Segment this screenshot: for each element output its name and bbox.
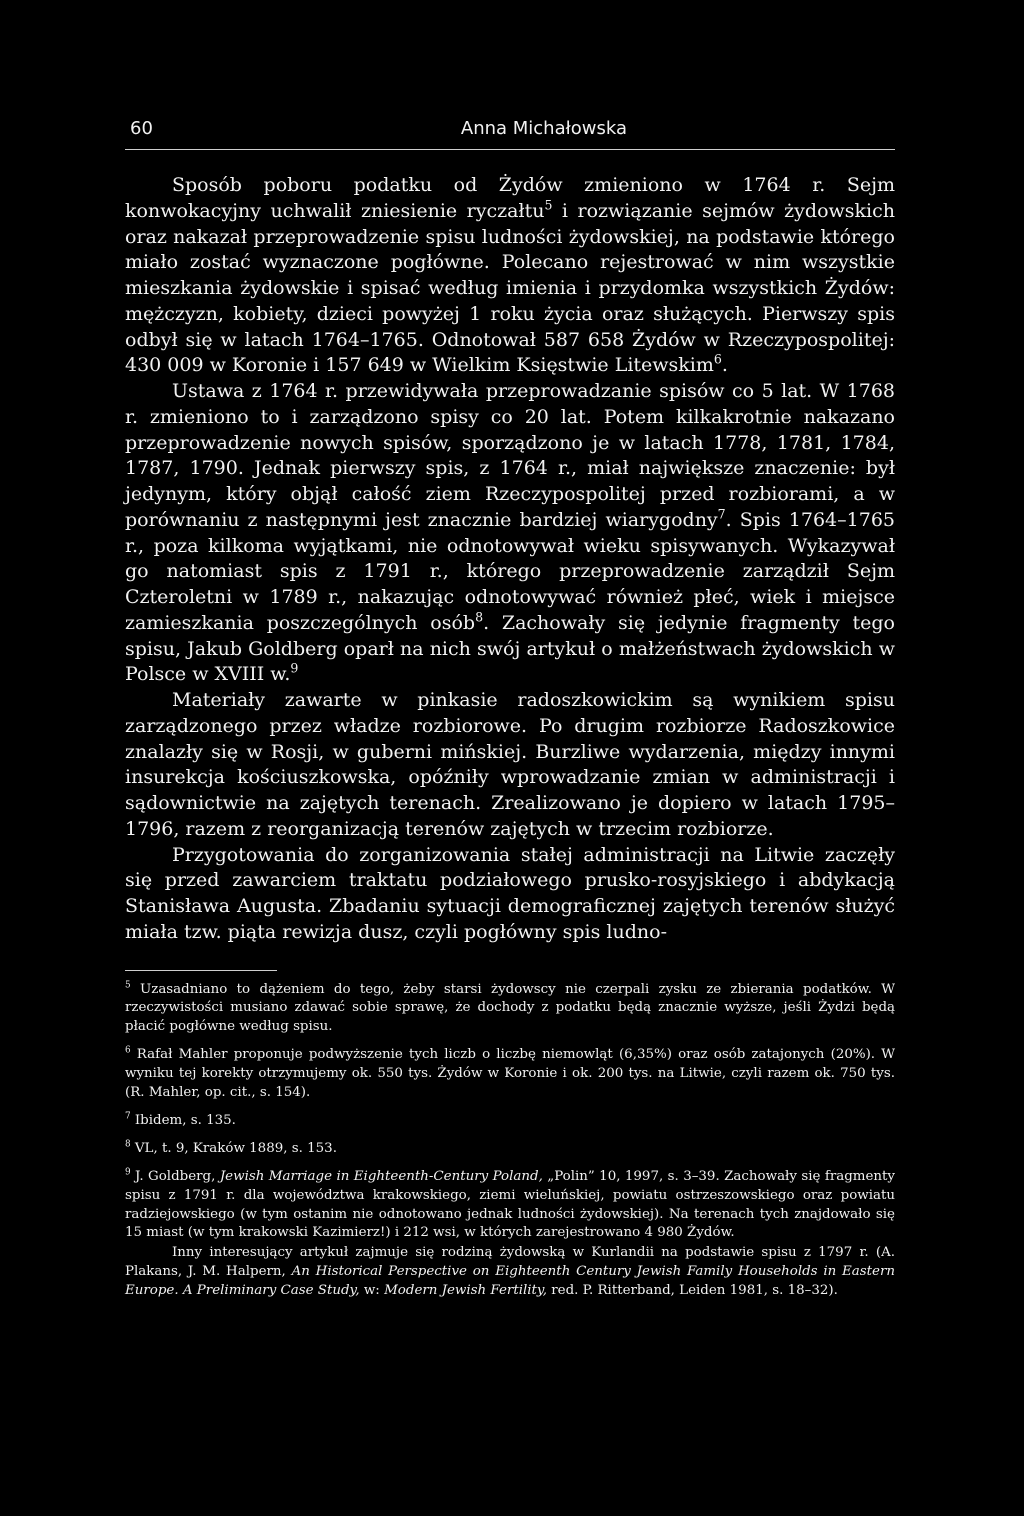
text-run: red. P. Ritterband, Leiden 1981, s. 18–32). xyxy=(546,1283,838,1299)
paragraph xyxy=(125,843,895,946)
text-run: Ustawa z 1764 r. przewidywała przeprowadzanie spisów co 5 lat. W 1768 r. zmieniono to i zarządzono spisy co 20 lat. Potem kilkakrotnie nakazano przeprowadzenie nowych spisów, sporządzono je w latach 1778, 1781, 1784, 1787, 1790. Jednak pierwszy spis, z 1764 r., miał największe znaczenie: był jedynym, który objął całość ziem Rzeczypospolitej przed rozbiorami, a w porównaniu z następnymi jest znacznie bardziej wiarygodny xyxy=(125,380,895,531)
running-header xyxy=(125,118,895,144)
text-run: Materiały zawarte w pinkasie radoszkowickim są wynikiem spisu zarządzonego przez władze rozbiorowe. Po drugim rozbiorze Radoszkowice znalazły się w Rosji, w guberni mińskiej. Burzliwe wydarzenia, między innymi insurekcja kościuszkowska, opóźniły wprowadzanie zmian w administracji i sądownictwie na zajętych terenach. Zrealizowano je dopiero w latach 1795–1796, razem z reorganizacją terenów zajętych w trzecim rozbiorze. xyxy=(125,689,895,840)
footnote xyxy=(125,1140,895,1159)
text-run: Przygotowania do zorganizowania stałej administracji na Litwie zaczęły się przed zawarciem traktatu podziałowego prusko-rosyjskiego i abdykacją Stanisława Augusta. Zbadaniu sytuacji demograficznej zajętych terenów służyć miała tzw. piąta rewizja dusz, czyli pogłówny spis ludno- xyxy=(125,843,895,943)
page-number: 60 xyxy=(130,118,153,139)
footnote-ref: 6 xyxy=(125,1045,131,1056)
footnote-ref: 6 xyxy=(713,351,722,367)
text-run: Ibidem, s. 135. xyxy=(130,1112,236,1128)
body-text xyxy=(125,173,895,946)
footnote-ref: 8 xyxy=(125,1139,131,1150)
footnote xyxy=(125,1112,895,1131)
italic-title: Modern Jewish Fertility, xyxy=(384,1283,547,1299)
text-run: Inny interesujący artykuł zajmuje się rodziną żydowską w Kurlandii na podstawie spisu z 1797 r. (A. Plakans, J. M. Halpern, xyxy=(125,1245,895,1280)
footnotes xyxy=(125,970,895,1302)
footnote xyxy=(125,1046,895,1103)
paragraph xyxy=(125,379,895,688)
italic-title: An Historical Perspective on Eighteenth Century Jewish Family Households in Eastern Europe. A Preliminary Case Study, xyxy=(125,1264,895,1299)
footnote-ref: 7 xyxy=(717,506,726,522)
footnote-ref: 9 xyxy=(125,1167,131,1178)
italic-title: Jewish Marriage in Eighteenth-Century Poland, xyxy=(219,1168,543,1184)
footnote-ref: 9 xyxy=(290,660,299,676)
text-run: w: xyxy=(359,1283,385,1299)
footnote xyxy=(125,981,895,1038)
text-run: VL, t. 9, Kraków 1889, s. 153. xyxy=(130,1140,337,1156)
footnote-ref: 5 xyxy=(544,197,553,213)
text-run: . Zachowały się jedynie fragmenty tego spisu, Jakub Goldberg oparł na nich swój artykuł o małżeństwach żydowskich w Polsce w XVIII w. xyxy=(125,611,895,686)
text-run: . Spis 1764–1765 r., poza kilkoma wyjątkami, nie odnotowywał wieku spisywanych. Wykazywał go natomiast spis z 1791 r., którego przeprowadzenie zarządził Sejm Czteroletni w 1789 r., nakazując odnotowywać również płeć, wiek i miejsce zamieszkania poszczególnych osób xyxy=(125,508,895,634)
footnote-ref: 8 xyxy=(475,609,484,625)
text-run: Rafał Mahler proponuje podwyższenie tych liczb o liczbę niemowląt (6,35%) oraz osób zatajonych (20%). W wyniku tej korekty otrzymujemy ok. 550 tys. Żydów w Koronie i ok. 200 tys. na Litwie, czyli razem ok. 750 tys. (R. Mahler, op. cit., s. 154). xyxy=(125,1047,895,1101)
text-run: . xyxy=(721,354,728,377)
paragraph xyxy=(125,688,895,843)
footnote-rule xyxy=(125,970,277,971)
paragraph xyxy=(125,173,895,379)
text-run: J. Goldberg, xyxy=(130,1168,220,1184)
document-page xyxy=(125,118,895,1310)
text-run: Sposób poboru podatku od Żydów zmieniono w 1764 r. Sejm konwokacyjny uchwalił zniesienie ryczałtu xyxy=(125,174,895,222)
running-head-author: Anna Michałowska xyxy=(460,118,627,139)
text-run: „Polin” 10, 1997, s. 3–39. Zachowały się fragmenty spisu z 1791 r. dla województwa krakowskiego, ziemi wieluńskiej, powiatu ostrzeszowskiego oraz powiatu radziejowskiego (w tym ostanim nie odnotowano jednak ludności żydowskiej). Na terenach tych znajdowało się 15 miast (w tym krakowski Kazimierz!) i 212 wsi, w których zarejestrowano 4 980 Żydów. xyxy=(125,1168,895,1241)
footnote-ref: 7 xyxy=(125,1111,131,1122)
footnote xyxy=(125,1168,895,1244)
text-run: Uzasadniano to dążeniem do tego, żeby starsi żydowscy nie czerpali zysku ze zbierania podatków. W rzeczywistości musiano zdawać sobie sprawę, że dochody z podatku będą znacznie wyższe, jeśli Żydzi będą płacić pogłówne według spisu. xyxy=(125,981,895,1035)
text-run: i rozwiązanie sejmów żydowskich oraz nakazał przeprowadzenie spisu ludności żydowskiej, na podstawie którego miało zostać wyznaczone pogłówne. Polecano rejestrować w nim wszystkie mieszkania żydowskie i spisać według imienia i przydomka wszystkich Żydów: mężczyzn, kobiety, dzieci powyżej 1 roku życia oraz służących. Pierwszy spis odbył się w latach 1764–1765. Odnotował 587 658 Żydów w Rzeczypospolitej: 430 009 w Koronie i 157 649 w Wielkim Księstwie Litewskim xyxy=(125,199,895,377)
header-rule xyxy=(125,149,895,150)
footnote-ref: 5 xyxy=(125,980,131,991)
footnote-continuation xyxy=(125,1244,895,1301)
